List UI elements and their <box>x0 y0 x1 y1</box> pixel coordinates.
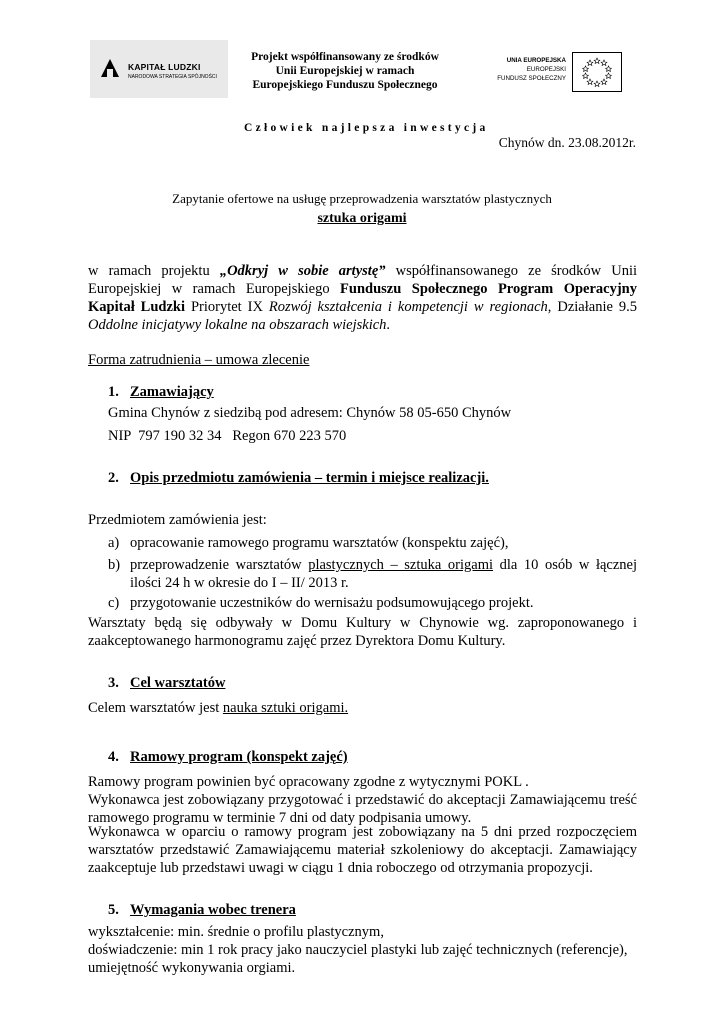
eu-line-2: EUROPEJSKI <box>526 66 566 73</box>
program-paragraph-1: Ramowy program powinien być opracowany zgodne z wytycznymi POKL . <box>88 774 529 790</box>
intro-text: , Działanie 9.5 <box>547 299 637 315</box>
intro-paragraph <box>88 262 637 334</box>
section-3-heading <box>108 675 225 692</box>
list-item <box>108 534 637 552</box>
project-line: Unii Europejskiej w ramach <box>275 65 415 77</box>
workshop-goal <box>88 700 348 717</box>
program-paragraph-2: Wykonawca jest zobowiązany przygotować i przedstawić do akceptacji Zamawiającemu treść ramowego programu w terminie 7 dni od daty podpisania umowy. <box>88 792 637 826</box>
project-line: Europejskiego Funduszu Społecznego <box>252 79 438 91</box>
section-number: 4. <box>108 749 119 765</box>
list-item <box>108 556 637 592</box>
list-item <box>108 594 637 612</box>
eu-logo <box>486 52 626 96</box>
section-4-heading <box>108 749 348 766</box>
eu-logo-text <box>486 56 566 83</box>
project-name: „Odkryj w sobie artystę” <box>219 263 386 279</box>
eu-line-3: FUNDUSZ SPOŁECZNY <box>497 75 566 82</box>
orderer-address: Gmina Chynów z siedzibą pod adresem: Chynów 58 05-650 Chynów <box>108 405 512 421</box>
intro-text: . <box>386 317 391 333</box>
section-number: 2. <box>108 470 119 486</box>
list-text <box>130 556 637 592</box>
subject-lead: Przedmiotem zamówienia jest: <box>88 512 267 528</box>
section-number: 3. <box>108 675 119 691</box>
orderer-ids: NIP 797 190 32 34 Regon 670 223 570 <box>108 428 347 444</box>
list-text-part: przeprowadzenie warsztatów <box>130 557 309 573</box>
intro-text: Priorytet IX <box>185 299 269 315</box>
kapital-ludzki-logo <box>90 40 228 98</box>
employment-form: Forma zatrudnienia – umowa zlecenie <box>88 352 310 368</box>
logo-left-tagline: NARODOWA STRATEGIA SPÓJNOŚCI <box>128 74 217 80</box>
list-marker: a) <box>108 535 120 551</box>
document-date: Chynów dn. 23.08.2012r. <box>498 135 636 150</box>
list-marker: c) <box>108 595 120 611</box>
logo-left-name: KAPITAŁ LUDZKI <box>128 62 201 72</box>
list-text-part: dla 10 osób w łącznej ilości 24 h w okresie do I – II/ 2013 r. <box>130 557 637 591</box>
section-title: Zamawiający <box>130 384 214 400</box>
goal-lead: Celem warsztatów jest <box>88 700 223 716</box>
workshop-location-note: Warsztaty będą się odbywały w Domu Kultury w Chynowie wg. zaproponowanego i zaakceptowanego harmonogramu zajęć przez Dyrektora Domu Kultury. <box>88 615 637 649</box>
priority-name: Rozwój kształcenia i kompetencji w regionach <box>268 299 548 315</box>
section-title: Wymagania wobec trenera <box>130 902 296 918</box>
program-paragraph-3: Wykonawca w oparciu o ramowy program jest zobowiązany na 5 dni przed rozpoczęciem warsztatów przedstawić Zamawiającemu materiał szkoleniowy do akceptacji. Zamawiający zaakceptuje lub przedstawi uwagi w ciągu 1 dnia roboczego od otrzymania propozycji. <box>88 824 637 876</box>
workshop-topic: plastycznych – sztuka origami <box>308 557 494 573</box>
inquiry-subject: sztuka origami <box>317 211 407 226</box>
list-text: opracowanie ramowego programu warsztatów (konspektu zajęć), <box>130 535 509 551</box>
eu-line-1: UNIA EUROPEJSKA <box>506 57 566 64</box>
section-2-heading <box>108 470 489 487</box>
section-number: 5. <box>108 902 119 918</box>
list-text: przygotowanie uczestników do wernisażu podsumowującego projekt. <box>130 595 534 611</box>
requirement-experience: doświadczenie: min 1 rok pracy jako nauczyciel plastyki lub zajęć technicznych (referencje), <box>88 942 628 958</box>
project-line: Projekt współfinansowany ze środków <box>251 51 439 63</box>
section-number: 1. <box>108 384 119 400</box>
kapital-ludzki-emblem-icon <box>100 58 120 78</box>
project-cofinancing-header <box>236 50 454 92</box>
section-title: Ramowy program (konspekt zajęć) <box>130 749 348 765</box>
requirement-skill: umiejętność wykonywania orgiami. <box>88 960 296 976</box>
inquiry-title: Zapytanie ofertowe na usługę przeprowadzenia warsztatów plastycznych <box>172 191 552 206</box>
section-5-heading <box>108 902 296 919</box>
section-title: Opis przedmiotu zamówienia – termin i miejsce realizacji. <box>130 470 489 486</box>
intro-text: w ramach projektu <box>88 263 220 279</box>
slogan: Człowiek najlepsza inwestycja <box>244 122 489 134</box>
action-name: Oddolne inicjatywy lokalne na obszarach wiejskich <box>88 317 387 333</box>
section-1-heading <box>108 384 214 401</box>
list-marker: b) <box>108 557 121 573</box>
requirement-education: wykształcenie: min. średnie o profilu plastycznym, <box>88 924 384 940</box>
fund-name: Funduszu Społecznego Program Operacyjny Kapitał Ludzki <box>88 281 637 315</box>
section-title: Cel warsztatów <box>130 675 226 691</box>
intro-text: współfinansowanego ze środków Unii Europejskiej w ramach Europejskiego <box>88 263 638 297</box>
goal-value: nauka sztuki origami. <box>222 700 349 716</box>
eu-flag-stars-icon <box>572 52 622 92</box>
